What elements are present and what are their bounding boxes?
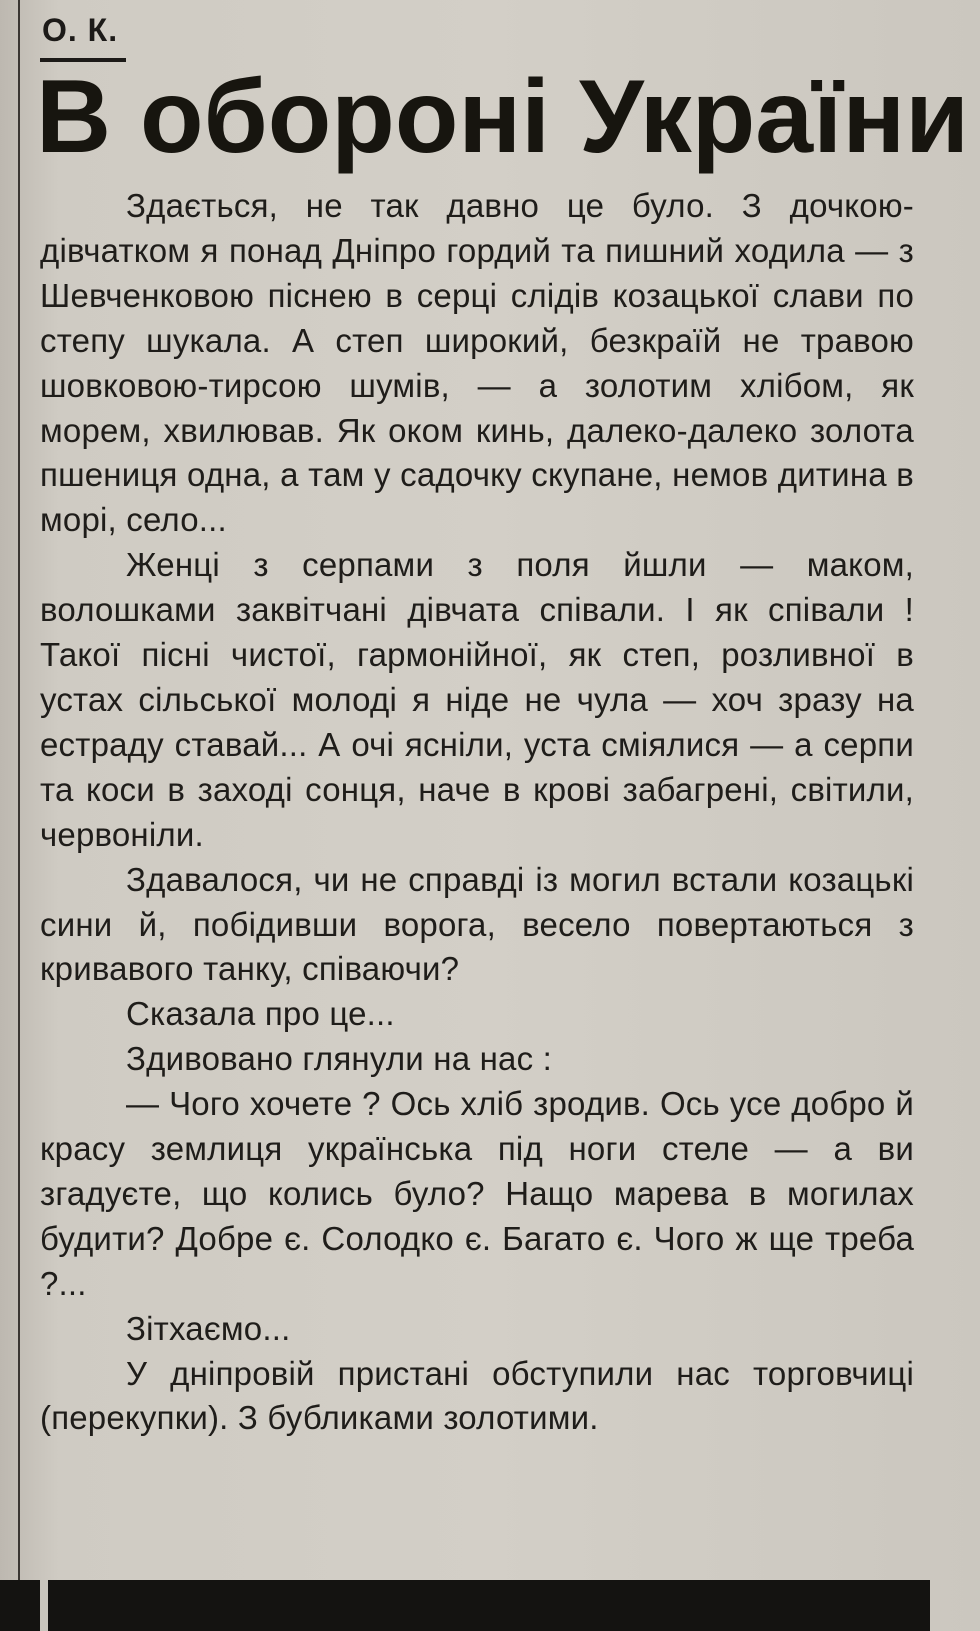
article-body (40, 184, 914, 1441)
article-paragraph: — Чого хочете ? Ось хліб зродив. Ось усе добро й красу землиця українська під ноги стеле — а ви згадуєте, що колись було? Нащо марева в могилах будити? Добре є. Солодко є. Багато є. Чого ж ще треба ?... (40, 1085, 914, 1302)
article-paragraph: Здається, не так давно це було. З дочкою-дівчатком я понад Дніпро гордий та пишний ходила — з Шевченковою піснею в серці слідів козацької слави по степу шукала. А степ широкий, безкраїй не травою шовковою-тирсою шумів, — а золотим хлібом, як морем, хвилював. Як оком кинь, далеко-далеко золота пшениця одна, а там у садочку скупане, немов дитина в морі, село... (40, 187, 914, 539)
bottom-rule-gap (40, 1580, 48, 1631)
article-paragraph: Сказала про це... (126, 995, 395, 1033)
article-paragraph: Здивовано глянули на нас : (126, 1040, 553, 1078)
article-author: О. К. (42, 12, 119, 48)
article-paragraph: Зітхаємо... (126, 1309, 291, 1347)
article-title: В обороні України (36, 59, 970, 175)
column-rule-left (18, 0, 20, 1580)
article-paragraph: Здавалося, чи не справді із могил встали козацькі сини й, побідивши ворога, весело повертаються з кривавого танку, співаючи? (40, 860, 914, 988)
article-paragraph: У дніпровій пристані обступили нас торговчиці (перекупки). З бубликами золотими. (40, 1354, 914, 1437)
article-paragraph: Женці з серпами з поля йшли — маком, волошками заквітчані дівчата співали. І як співали ! Такої пісні чистої, гармонійної, як степ, розливної в устах сільської молоді я ніде не чула — хоч зразу на естраду ставай... А очі ясніли, уста сміялися — а серпи та коси в заході сонця, наче в крові забагрені, світили, червоніли. (40, 546, 914, 853)
bottom-rule-bar (0, 1580, 930, 1631)
